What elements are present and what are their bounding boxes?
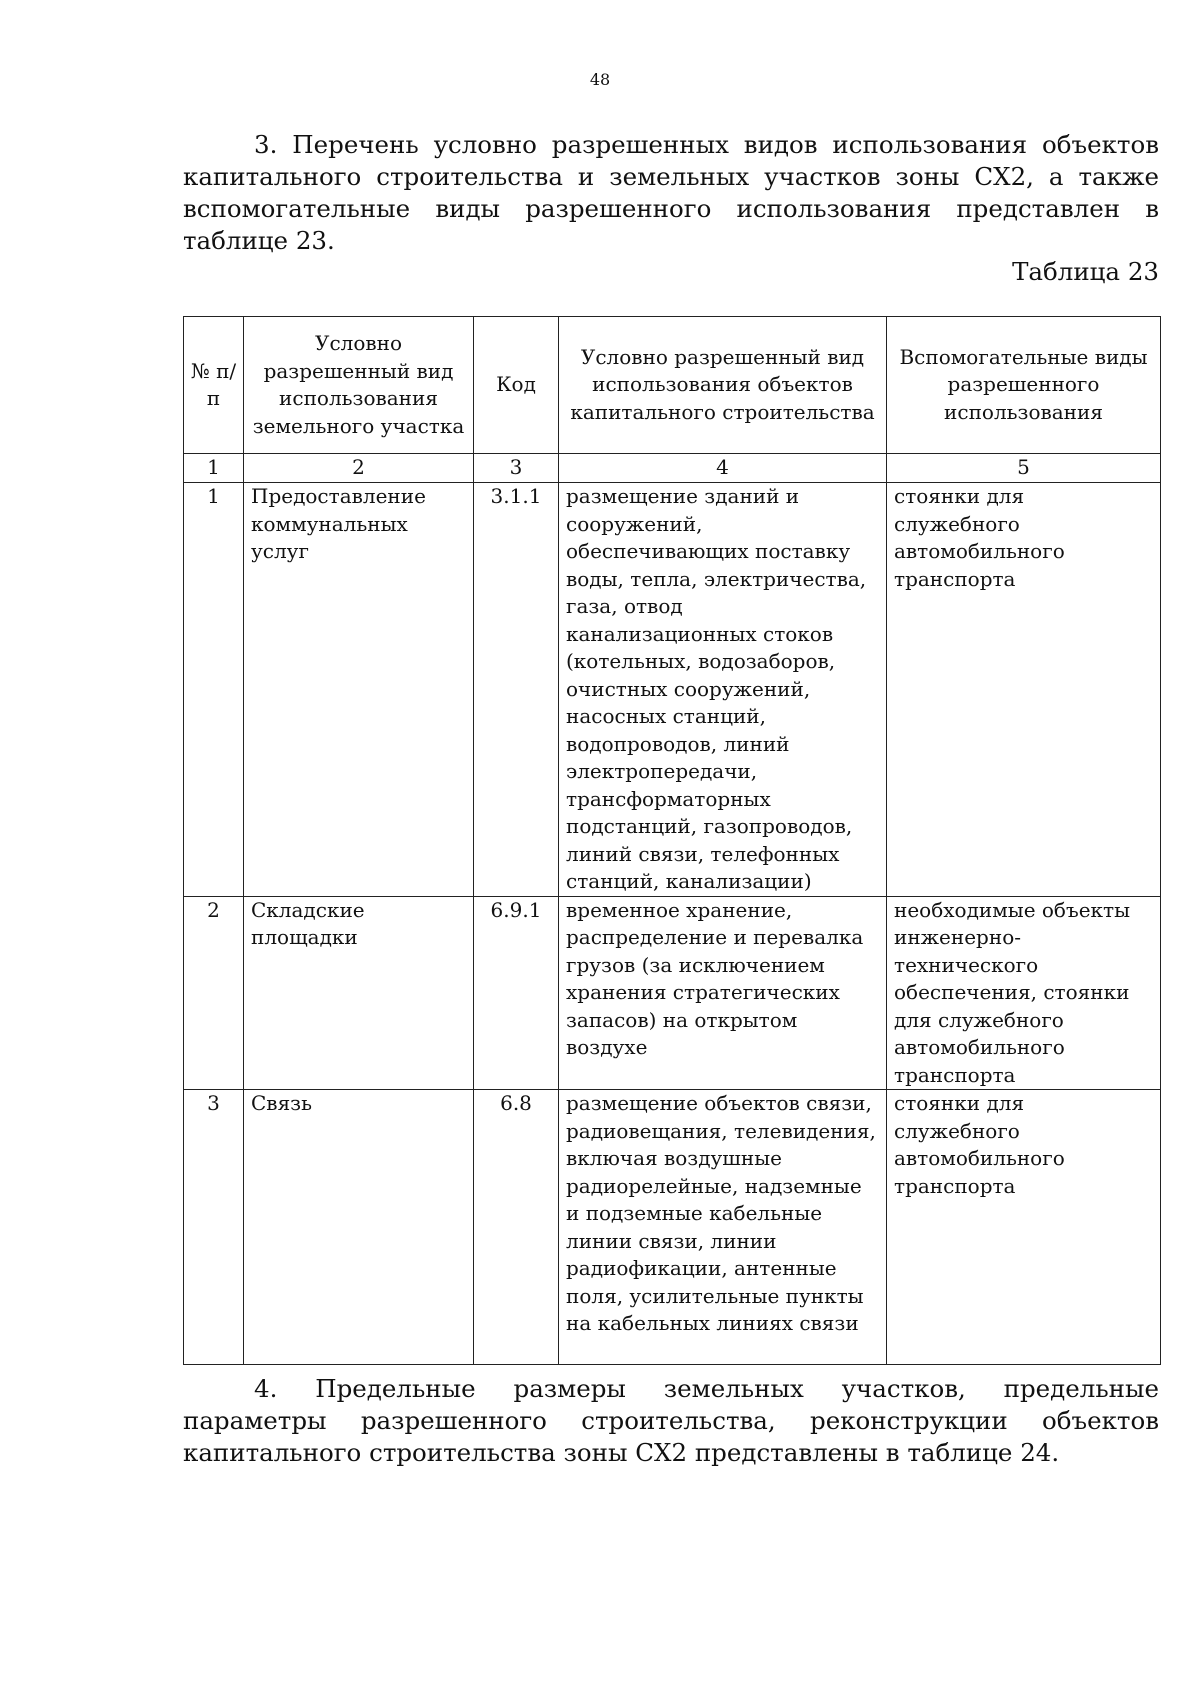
paragraph-4: 4. Предельные размеры земельных участков, предельные параметры разрешенного строительства, реконструкции объектов капитального строительства зоны СХ2 представлены в таблице 24. bbox=[183, 1374, 1159, 1467]
capital-use-cell: временное хранение, распределение и перевалка грузов (за исключением хранения стратегических запасов) на открытом воздухе bbox=[559, 896, 887, 1090]
table-header-row bbox=[184, 317, 1161, 454]
column-number-row bbox=[184, 454, 1161, 483]
column-number: 4 bbox=[559, 454, 887, 483]
page-number: 48 bbox=[589, 70, 611, 89]
land-use-cell: Складские площадки bbox=[244, 896, 474, 1090]
land-use-cell: Связь bbox=[244, 1090, 474, 1365]
table-row bbox=[184, 483, 1161, 897]
header-number: № п/п bbox=[184, 317, 244, 454]
header-land-use: Условно разрешенный вид использования земельного участка bbox=[244, 317, 474, 454]
auxiliary-cell: необходимые объекты инженерно-технического обеспечения, стоянки для служебного автомобильного транспорта bbox=[887, 896, 1161, 1090]
code-cell: 6.9.1 bbox=[474, 896, 559, 1090]
permitted-use-table bbox=[183, 316, 1161, 1365]
column-number: 5 bbox=[887, 454, 1161, 483]
table-row bbox=[184, 896, 1161, 1090]
column-number: 3 bbox=[474, 454, 559, 483]
code-cell: 6.8 bbox=[474, 1090, 559, 1365]
land-use-cell: Предоставление коммунальных услуг bbox=[244, 483, 474, 897]
table-row bbox=[184, 1090, 1161, 1365]
paragraph-3: 3. Перечень условно разрешенных видов использования объектов капитального строительства и земельных участков зоны СХ2, а также вспомогательные виды разрешенного использования представлен в таблице 23. bbox=[183, 130, 1159, 255]
row-number: 3 bbox=[184, 1090, 244, 1365]
row-number: 2 bbox=[184, 896, 244, 1090]
header-code: Код bbox=[474, 317, 559, 454]
row-number: 1 bbox=[184, 483, 244, 897]
header-capital-use: Условно разрешенный вид использования объектов капитального строительства bbox=[559, 317, 887, 454]
auxiliary-cell: стоянки для служебного автомобильного транспорта bbox=[887, 1090, 1161, 1365]
column-number: 1 bbox=[184, 454, 244, 483]
auxiliary-cell: стоянки для служебного автомобильного транспорта bbox=[887, 483, 1161, 897]
code-cell: 3.1.1 bbox=[474, 483, 559, 897]
table-caption: Таблица 23 bbox=[1012, 257, 1159, 286]
capital-use-cell: размещение зданий и сооружений, обеспечивающих поставку воды, тепла, электричества, газа, отвод канализационных стоков (котельных, водозаборов, очистных сооружений, насосных станций, водопроводов, линий электропередачи, трансформаторных подстанций, газопроводов, линий связи, телефонных станций, канализации) bbox=[559, 483, 887, 897]
header-auxiliary: Вспомогательные виды разрешенного использования bbox=[887, 317, 1161, 454]
capital-use-cell: размещение объектов связи, радиовещания, телевидения, включая воздушные радиорелейные, надземные и подземные кабельные линии связи, линии радиофикации, антенные поля, усилительные пункты на кабельных линиях связи bbox=[559, 1090, 887, 1365]
column-number: 2 bbox=[244, 454, 474, 483]
